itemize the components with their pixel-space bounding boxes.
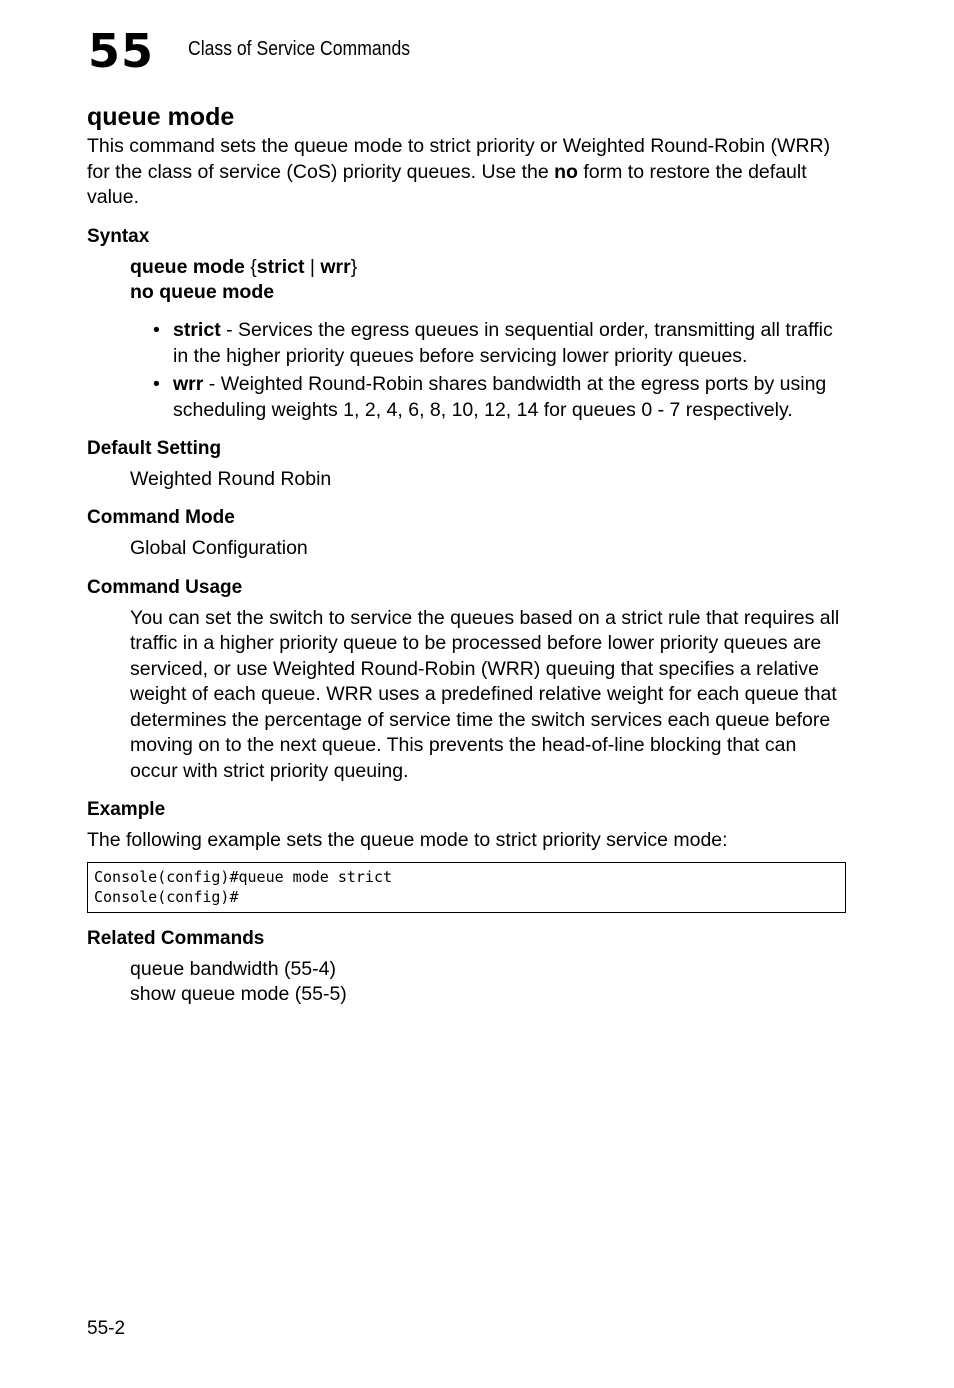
syntax-section (87, 225, 847, 423)
bullet-icon: • (153, 318, 160, 341)
bullet-icon: • (153, 372, 160, 395)
command-description (87, 134, 847, 211)
code-line: Console(config)# (94, 887, 239, 906)
chapter-number: 55 (88, 24, 155, 78)
related-command-link[interactable]: show queue mode (55-5) (130, 983, 347, 1005)
parameter-list (87, 317, 847, 423)
syntax-option-strict: strict (256, 255, 305, 278)
example-heading: Example (87, 799, 166, 820)
list-item (87, 317, 847, 369)
option-separator: | (304, 255, 321, 278)
syntax-no-command: no queue mode (130, 280, 275, 303)
syntax-line-2 (130, 280, 847, 305)
syntax-option-wrr: wrr (320, 255, 351, 278)
param-desc: - Weighted Round-Robin shares bandwidth at the egress ports by using scheduling weights 1, 2, 4, 6, 8, 10, 12, 14 for queues 0 - 7 respectively. (173, 372, 827, 421)
list-item (87, 371, 847, 423)
intro-text-start: This command sets the queue mode to strict priority or Weighted Round-Robin (WRR) for the class of service (CoS) priority queues. Use the (87, 135, 831, 183)
command-mode-section (87, 506, 847, 562)
command-mode-value: Global Configuration (130, 537, 308, 559)
example-section (87, 798, 847, 913)
related-command-link[interactable]: queue bandwidth (55-4) (130, 957, 336, 980)
related-commands-heading: Related Commands (87, 927, 265, 949)
param-name: wrr (173, 372, 204, 395)
page-number: 55-2 (87, 1318, 126, 1339)
default-setting-value: Weighted Round Robin (130, 467, 332, 490)
related-commands-section (87, 927, 847, 1008)
default-setting-section (87, 437, 847, 493)
param-name: strict (173, 318, 221, 341)
intro-text-end: form to restore the default value. (87, 160, 807, 208)
param-desc: - Services the egress queues in sequential order, transmitting all traffic in the higher priority queues before servicing lower priority queues. (173, 318, 833, 367)
syntax-command: queue mode (130, 255, 245, 278)
syntax-block (87, 255, 847, 305)
command-usage-section (87, 576, 847, 785)
brace-close: } (350, 255, 358, 278)
brace-open: { (244, 255, 257, 278)
chapter-title: Class of Service Commands (188, 38, 411, 60)
code-block (87, 862, 846, 913)
command-title: queue mode (87, 103, 235, 131)
example-intro: The following example sets the queue mode to strict priority service mode: (87, 829, 728, 851)
command-usage-heading: Command Usage (87, 576, 243, 598)
page-content (87, 100, 847, 1008)
command-mode-heading: Command Mode (87, 507, 235, 528)
syntax-line-1 (130, 255, 847, 280)
command-usage-text: You can set the switch to service the queues based on a strict rule that requires all traffic in a higher priority queue to be processed before lower priority queues are serviced, or use Weighted Round-Robin (WRR) queuing that specifies a relative weight of each queue. WRR uses a predefined relative weight for each queue that determines the percentage of service time the switch services each queue before moving on to the next queue. This prevents the head-of-line blocking that can occur with strict priority queuing. (130, 606, 840, 782)
syntax-heading: Syntax (87, 225, 150, 247)
no-keyword: no (554, 160, 578, 183)
default-setting-heading: Default Setting (87, 437, 222, 459)
code-line: Console(config)#queue mode strict (94, 867, 393, 886)
